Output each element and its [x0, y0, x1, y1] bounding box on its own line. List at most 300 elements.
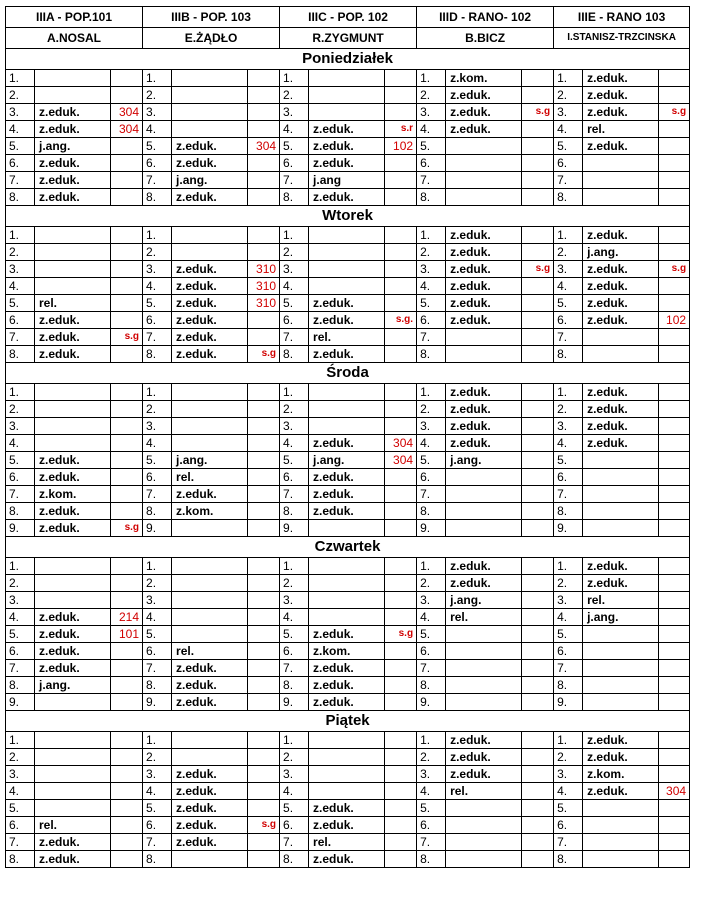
- lesson-room: [385, 346, 417, 363]
- lesson-room: [659, 384, 690, 401]
- lesson-subject: [35, 401, 111, 418]
- lesson-room: [385, 643, 417, 660]
- lesson-number: 8.: [6, 677, 35, 694]
- lesson-room: [248, 87, 280, 104]
- lesson-number: 5.: [143, 626, 172, 643]
- lesson-subject: [35, 749, 111, 766]
- lesson-subject: [446, 155, 522, 172]
- lesson-subject: [35, 227, 111, 244]
- lesson-number: 1.: [554, 732, 583, 749]
- lesson-subject: [309, 104, 385, 121]
- lesson-number: 8.: [6, 346, 35, 363]
- lesson-subject: z.eduk.: [172, 278, 248, 295]
- lesson-subject: z.eduk.: [446, 401, 522, 418]
- lesson-number: 4.: [280, 783, 309, 800]
- lesson-room: 310: [248, 278, 280, 295]
- lesson-subject: j.ang.: [172, 172, 248, 189]
- lesson-number: 6.: [6, 312, 35, 329]
- lesson-subject: z.eduk.: [446, 295, 522, 312]
- lesson-room: [385, 278, 417, 295]
- lesson-subject: z.eduk.: [583, 401, 659, 418]
- lesson-room: [111, 851, 143, 868]
- lesson-room: [659, 592, 690, 609]
- lesson-subject: z.eduk.: [172, 486, 248, 503]
- lesson-room: [111, 660, 143, 677]
- lesson-number: 2.: [143, 749, 172, 766]
- lesson-room: [248, 749, 280, 766]
- lesson-room: [522, 660, 554, 677]
- lesson-room: [248, 592, 280, 609]
- lesson-number: 8.: [417, 851, 446, 868]
- lesson-number: 4.: [417, 609, 446, 626]
- lesson-subject: [35, 694, 111, 711]
- lesson-subject: z.eduk.: [172, 155, 248, 172]
- lesson-room: s.g: [248, 817, 280, 834]
- lesson-subject: z.eduk.: [583, 295, 659, 312]
- lesson-number: 6.: [6, 817, 35, 834]
- lesson-number: 6.: [554, 469, 583, 486]
- lesson-subject: z.kom.: [172, 503, 248, 520]
- lesson-row: [6, 172, 690, 189]
- lesson-room: [659, 469, 690, 486]
- lesson-room: [522, 384, 554, 401]
- lesson-number: 4.: [143, 278, 172, 295]
- lesson-number: 7.: [554, 172, 583, 189]
- lesson-room: s.g.: [385, 312, 417, 329]
- lesson-subject: rel.: [309, 834, 385, 851]
- lesson-subject: z.eduk.: [583, 384, 659, 401]
- lesson-room: [111, 138, 143, 155]
- lesson-row: [6, 749, 690, 766]
- timetable: [5, 6, 690, 868]
- lesson-number: 2.: [554, 87, 583, 104]
- lesson-subject: z.eduk.: [446, 749, 522, 766]
- lesson-subject: z.eduk.: [583, 558, 659, 575]
- lesson-subject: z.kom.: [583, 766, 659, 783]
- lesson-subject: z.eduk.: [309, 435, 385, 452]
- lesson-room: [522, 278, 554, 295]
- lesson-subject: [35, 783, 111, 800]
- lesson-number: 1.: [554, 70, 583, 87]
- lesson-room: [385, 469, 417, 486]
- lesson-room: s.g: [111, 329, 143, 346]
- lesson-room: [385, 834, 417, 851]
- lesson-number: 9.: [6, 520, 35, 537]
- lesson-number: 3.: [143, 104, 172, 121]
- lesson-number: 2.: [143, 87, 172, 104]
- lesson-subject: [309, 384, 385, 401]
- lesson-room: [385, 575, 417, 592]
- lesson-number: 7.: [417, 486, 446, 503]
- lesson-number: 1.: [417, 384, 446, 401]
- lesson-number: 9.: [417, 520, 446, 537]
- lesson-subject: z.eduk.: [309, 189, 385, 206]
- lesson-subject: [583, 503, 659, 520]
- lesson-row: [6, 384, 690, 401]
- lesson-number: 6.: [143, 817, 172, 834]
- lesson-number: 9.: [280, 520, 309, 537]
- lesson-number: 2.: [417, 749, 446, 766]
- lesson-room: [522, 834, 554, 851]
- lesson-row: [6, 435, 690, 452]
- lesson-subject: j.ang.: [583, 244, 659, 261]
- lesson-subject: z.eduk.: [172, 677, 248, 694]
- lesson-subject: z.eduk.: [583, 732, 659, 749]
- lesson-room: [659, 278, 690, 295]
- lesson-room: [659, 295, 690, 312]
- lesson-row: [6, 520, 690, 537]
- lesson-room: 304: [385, 435, 417, 452]
- class-name: IIIA - POP.101: [6, 7, 143, 28]
- lesson-room: 310: [248, 261, 280, 278]
- lesson-row: [6, 851, 690, 868]
- lesson-room: [522, 401, 554, 418]
- lesson-subject: z.eduk.: [446, 766, 522, 783]
- lesson-number: 7.: [280, 172, 309, 189]
- lesson-number: 3.: [280, 104, 309, 121]
- day-header-row: [6, 537, 690, 558]
- lesson-subject: rel.: [446, 783, 522, 800]
- lesson-number: 6.: [554, 643, 583, 660]
- lesson-number: 8.: [554, 503, 583, 520]
- lesson-subject: z.eduk.: [583, 278, 659, 295]
- lesson-room: [111, 312, 143, 329]
- lesson-subject: z.eduk.: [309, 800, 385, 817]
- lesson-subject: z.eduk.: [35, 452, 111, 469]
- lesson-room: [522, 452, 554, 469]
- lesson-number: 2.: [6, 87, 35, 104]
- lesson-subject: [309, 278, 385, 295]
- lesson-row: [6, 87, 690, 104]
- lesson-number: 3.: [6, 104, 35, 121]
- class-name: IIIB - POP. 103: [143, 7, 280, 28]
- lesson-subject: z.eduk.: [172, 295, 248, 312]
- lesson-room: [522, 486, 554, 503]
- lesson-subject: [172, 749, 248, 766]
- lesson-room: [111, 469, 143, 486]
- lesson-room: [659, 227, 690, 244]
- lesson-subject: [583, 172, 659, 189]
- lesson-number: 7.: [143, 660, 172, 677]
- lesson-number: 7.: [554, 834, 583, 851]
- lesson-row: [6, 817, 690, 834]
- lesson-number: 5.: [554, 138, 583, 155]
- lesson-room: [522, 609, 554, 626]
- lesson-number: 6.: [280, 155, 309, 172]
- lesson-subject: z.eduk.: [35, 155, 111, 172]
- lesson-room: [248, 121, 280, 138]
- lesson-row: [6, 138, 690, 155]
- lesson-number: 5.: [280, 138, 309, 155]
- lesson-number: 7.: [6, 329, 35, 346]
- lesson-subject: rel.: [446, 609, 522, 626]
- lesson-room: [111, 384, 143, 401]
- lesson-subject: z.eduk.: [35, 121, 111, 138]
- lesson-number: 5.: [143, 138, 172, 155]
- lesson-subject: [309, 227, 385, 244]
- lesson-subject: [583, 834, 659, 851]
- class-name: IIID - RANO- 102: [417, 7, 554, 28]
- lesson-subject: [35, 732, 111, 749]
- lesson-subject: [446, 817, 522, 834]
- lesson-room: [522, 766, 554, 783]
- lesson-subject: z.eduk.: [446, 121, 522, 138]
- lesson-subject: z.eduk.: [172, 834, 248, 851]
- lesson-number: 1.: [143, 558, 172, 575]
- lesson-subject: z.eduk.: [172, 660, 248, 677]
- lesson-subject: z.eduk.: [583, 70, 659, 87]
- lesson-subject: [172, 592, 248, 609]
- lesson-number: 9.: [554, 520, 583, 537]
- lesson-subject: z.eduk.: [309, 851, 385, 868]
- lesson-subject: [446, 694, 522, 711]
- lesson-room: [522, 70, 554, 87]
- lesson-room: [385, 817, 417, 834]
- lesson-number: 6.: [554, 312, 583, 329]
- lesson-room: [522, 558, 554, 575]
- lesson-number: 1.: [6, 70, 35, 87]
- lesson-room: [111, 766, 143, 783]
- lesson-room: [111, 817, 143, 834]
- lesson-room: [522, 312, 554, 329]
- lesson-room: [659, 677, 690, 694]
- lesson-room: [385, 660, 417, 677]
- lesson-number: 3.: [280, 766, 309, 783]
- lesson-subject: [35, 261, 111, 278]
- lesson-number: 3.: [554, 766, 583, 783]
- lesson-row: [6, 469, 690, 486]
- lesson-subject: rel.: [35, 817, 111, 834]
- lesson-subject: z.eduk.: [309, 660, 385, 677]
- lesson-room: [111, 694, 143, 711]
- lesson-number: 5.: [143, 295, 172, 312]
- lesson-number: 7.: [143, 329, 172, 346]
- lesson-room: [248, 227, 280, 244]
- lesson-subject: [583, 800, 659, 817]
- lesson-number: 3.: [280, 418, 309, 435]
- lesson-number: 2.: [554, 244, 583, 261]
- lesson-subject: z.eduk.: [172, 783, 248, 800]
- lesson-number: 3.: [143, 261, 172, 278]
- lesson-number: 8.: [280, 503, 309, 520]
- lesson-row: [6, 346, 690, 363]
- lesson-number: 7.: [280, 660, 309, 677]
- lesson-subject: z.eduk.: [446, 558, 522, 575]
- lesson-number: 3.: [143, 592, 172, 609]
- lesson-subject: [446, 189, 522, 206]
- lesson-number: 7.: [417, 834, 446, 851]
- lesson-room: [659, 418, 690, 435]
- lesson-row: [6, 155, 690, 172]
- lesson-room: [248, 70, 280, 87]
- lesson-room: [385, 694, 417, 711]
- lesson-subject: z.eduk.: [446, 104, 522, 121]
- lesson-number: 6.: [143, 469, 172, 486]
- lesson-row: [6, 575, 690, 592]
- lesson-subject: [446, 329, 522, 346]
- lesson-number: 2.: [280, 87, 309, 104]
- lesson-subject: [309, 401, 385, 418]
- lesson-number: 1.: [280, 227, 309, 244]
- lesson-room: s.g: [659, 261, 690, 278]
- lesson-room: [111, 575, 143, 592]
- lesson-number: 6.: [417, 469, 446, 486]
- lesson-room: [522, 800, 554, 817]
- lesson-room: [522, 244, 554, 261]
- lesson-number: 2.: [6, 244, 35, 261]
- lesson-number: 4.: [280, 435, 309, 452]
- lesson-room: [248, 418, 280, 435]
- lesson-room: [659, 486, 690, 503]
- lesson-number: 8.: [417, 189, 446, 206]
- lesson-room: [522, 694, 554, 711]
- lesson-number: 8.: [143, 851, 172, 868]
- lesson-room: [385, 609, 417, 626]
- lesson-number: 3.: [280, 592, 309, 609]
- lesson-number: 4.: [143, 609, 172, 626]
- lesson-subject: z.eduk.: [309, 486, 385, 503]
- lesson-subject: [446, 626, 522, 643]
- lesson-room: [522, 121, 554, 138]
- lesson-room: [385, 295, 417, 312]
- lesson-number: 1.: [554, 558, 583, 575]
- lesson-room: [111, 486, 143, 503]
- lesson-subject: z.eduk.: [446, 384, 522, 401]
- day-header-row: [6, 49, 690, 70]
- lesson-subject: z.eduk.: [446, 261, 522, 278]
- lesson-subject: [583, 486, 659, 503]
- lesson-number: 3.: [417, 418, 446, 435]
- lesson-room: [385, 520, 417, 537]
- lesson-room: [522, 469, 554, 486]
- lesson-number: 4.: [6, 278, 35, 295]
- lesson-subject: [446, 834, 522, 851]
- lesson-subject: z.eduk.: [446, 87, 522, 104]
- lesson-subject: z.eduk.: [35, 609, 111, 626]
- lesson-room: 304: [111, 104, 143, 121]
- lesson-number: 7.: [6, 834, 35, 851]
- lesson-number: 4.: [554, 435, 583, 452]
- lesson-room: [248, 503, 280, 520]
- lesson-row: [6, 452, 690, 469]
- lesson-number: 6.: [6, 643, 35, 660]
- lesson-room: [111, 783, 143, 800]
- lesson-room: [385, 87, 417, 104]
- lesson-number: 5.: [6, 138, 35, 155]
- lesson-subject: z.eduk.: [583, 261, 659, 278]
- lesson-subject: z.eduk.: [446, 312, 522, 329]
- lesson-number: 2.: [554, 401, 583, 418]
- lesson-room: [111, 278, 143, 295]
- lesson-subject: [446, 469, 522, 486]
- lesson-room: s.g: [522, 104, 554, 121]
- lesson-number: 8.: [6, 851, 35, 868]
- lesson-number: 8.: [6, 503, 35, 520]
- lesson-subject: z.kom.: [446, 70, 522, 87]
- lesson-subject: z.eduk.: [172, 312, 248, 329]
- lesson-number: 8.: [6, 189, 35, 206]
- class-name: IIIE - RANO 103: [554, 7, 690, 28]
- lesson-room: [385, 766, 417, 783]
- lesson-room: [522, 295, 554, 312]
- lesson-number: 1.: [6, 227, 35, 244]
- lesson-number: 1.: [417, 70, 446, 87]
- lesson-number: 5.: [280, 800, 309, 817]
- lesson-subject: [309, 609, 385, 626]
- lesson-room: [659, 558, 690, 575]
- lesson-subject: [446, 800, 522, 817]
- lesson-room: [111, 503, 143, 520]
- lesson-subject: [309, 261, 385, 278]
- lesson-room: [111, 834, 143, 851]
- lesson-room: [385, 329, 417, 346]
- lesson-subject: [309, 244, 385, 261]
- lesson-row: [6, 312, 690, 329]
- lesson-subject: rel.: [172, 469, 248, 486]
- lesson-row: [6, 677, 690, 694]
- lesson-subject: z.eduk.: [172, 817, 248, 834]
- lesson-subject: j.ang.: [583, 609, 659, 626]
- lesson-number: 7.: [143, 172, 172, 189]
- lesson-subject: [35, 558, 111, 575]
- lesson-subject: [172, 104, 248, 121]
- lesson-row: [6, 558, 690, 575]
- lesson-number: 7.: [280, 329, 309, 346]
- lesson-subject: [172, 244, 248, 261]
- lesson-subject: [35, 384, 111, 401]
- lesson-room: 214: [111, 609, 143, 626]
- lesson-subject: [309, 766, 385, 783]
- lesson-room: [111, 592, 143, 609]
- lesson-room: [248, 435, 280, 452]
- lesson-room: [659, 155, 690, 172]
- lesson-room: [659, 244, 690, 261]
- lesson-room: [659, 643, 690, 660]
- lesson-room: s.g: [111, 520, 143, 537]
- lesson-subject: z.eduk.: [446, 435, 522, 452]
- lesson-room: [385, 677, 417, 694]
- lesson-room: [385, 104, 417, 121]
- lesson-subject: [446, 486, 522, 503]
- lesson-subject: [35, 418, 111, 435]
- lesson-subject: z.eduk.: [309, 677, 385, 694]
- lesson-number: 3.: [417, 592, 446, 609]
- lesson-number: 9.: [417, 694, 446, 711]
- lesson-room: [248, 626, 280, 643]
- lesson-row: [6, 418, 690, 435]
- lesson-subject: z.eduk.: [583, 575, 659, 592]
- lesson-row: [6, 592, 690, 609]
- lesson-number: 5.: [417, 800, 446, 817]
- lesson-subject: z.eduk.: [172, 346, 248, 363]
- lesson-row: [6, 609, 690, 626]
- lesson-number: 8.: [554, 677, 583, 694]
- lesson-number: 6.: [417, 643, 446, 660]
- day-name: Wtorek: [6, 206, 690, 227]
- lesson-room: [522, 87, 554, 104]
- lesson-number: 2.: [417, 87, 446, 104]
- lesson-subject: [309, 558, 385, 575]
- lesson-number: 1.: [6, 384, 35, 401]
- lesson-subject: [583, 469, 659, 486]
- lesson-room: [522, 503, 554, 520]
- lesson-room: [522, 189, 554, 206]
- lesson-room: 304: [111, 121, 143, 138]
- lesson-subject: z.eduk.: [309, 346, 385, 363]
- lesson-subject: [309, 87, 385, 104]
- lesson-number: 5.: [6, 626, 35, 643]
- lesson-number: 6.: [143, 155, 172, 172]
